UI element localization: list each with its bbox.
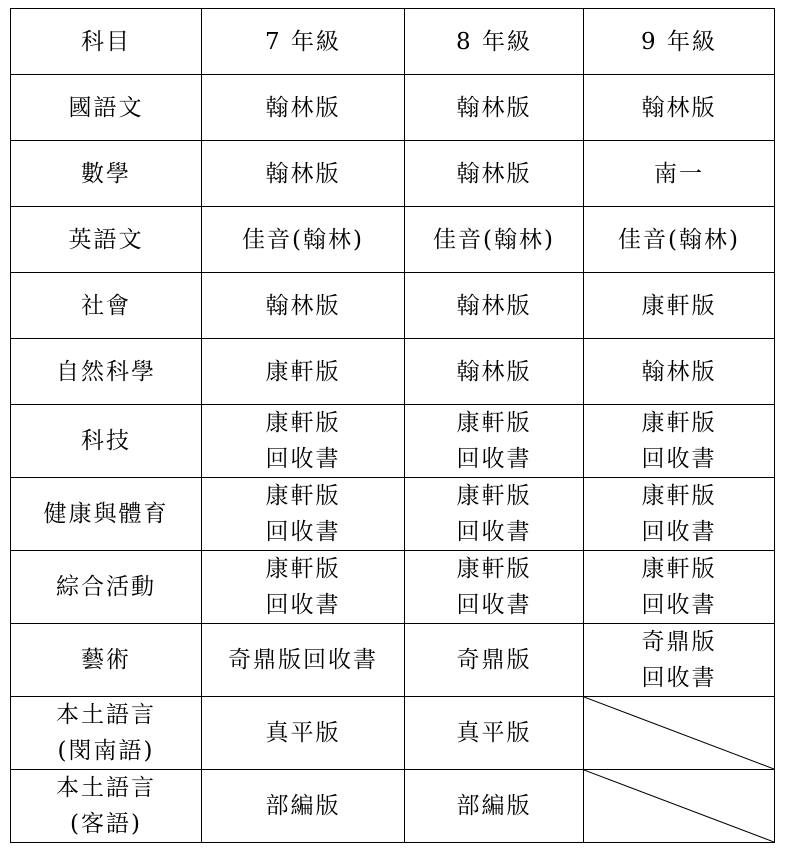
cell-text: 回收書 [456, 446, 532, 472]
grade-8-cell [405, 207, 584, 273]
cell-text: 康軒版 [456, 483, 532, 509]
cell-text: 奇鼎版 [456, 647, 532, 673]
table-row [11, 273, 775, 339]
cell-text: 科技 [81, 428, 131, 454]
grade-8-cell [405, 551, 584, 624]
grade-8-cell [405, 273, 584, 339]
grade-8-cell [405, 697, 584, 770]
cell-text: 本土語言 [56, 702, 156, 728]
header-subject: 科目 [11, 9, 202, 75]
grade-9-cell [584, 339, 775, 405]
grade-9-cell [584, 624, 775, 697]
table-row [11, 551, 775, 624]
cell-text: 回收書 [641, 592, 717, 618]
cell-text: 康軒版 [265, 483, 341, 509]
grade-7-cell [202, 141, 405, 207]
cell-text: 回收書 [641, 665, 717, 691]
cell-text: 翰林版 [641, 94, 717, 121]
grade-9-cell [584, 405, 775, 478]
cell-text: 社會 [81, 292, 131, 319]
cell-text: 翰林版 [456, 358, 532, 385]
cell-text: 康軒版 [456, 410, 532, 436]
cell-text: 康軒版 [641, 292, 717, 319]
empty-diagonal-cell [584, 770, 775, 843]
grade-9-cell [584, 551, 775, 624]
table-row [11, 207, 775, 273]
header-row [11, 9, 775, 75]
grade-7-cell [202, 207, 405, 273]
cell-text: (客語) [70, 811, 142, 837]
header-grade-7: 7 年級 [202, 9, 405, 75]
header-grade-9: 9 年級 [584, 9, 775, 75]
grade-8-cell [405, 141, 584, 207]
cell-text: 本土語言 [56, 775, 156, 801]
textbook-version-table [10, 8, 775, 843]
table-row [11, 141, 775, 207]
grade-8-cell [405, 624, 584, 697]
diagonal-strike [584, 770, 774, 842]
cell-text: 藝術 [81, 647, 131, 673]
cell-text: 翰林版 [641, 358, 717, 385]
cell-text: 國語文 [68, 94, 144, 121]
table-row [11, 697, 775, 770]
cell-text: 康軒版 [641, 410, 717, 436]
grade-8-cell [405, 405, 584, 478]
cell-text: 康軒版 [641, 556, 717, 582]
cell-text: 回收書 [641, 446, 717, 472]
cell-text: 康軒版 [456, 556, 532, 582]
table-row [11, 624, 775, 697]
cell-text: 回收書 [265, 446, 341, 472]
table-row [11, 75, 775, 141]
table-row [11, 770, 775, 843]
cell-text: 回收書 [265, 519, 341, 545]
grade-9-cell [584, 75, 775, 141]
grade-7-cell [202, 339, 405, 405]
subject-cell [11, 207, 202, 273]
cell-text: 佳音(翰林) [618, 226, 740, 253]
cell-text: 佳音(翰林) [242, 226, 364, 253]
cell-text: 康軒版 [265, 358, 341, 385]
subject-cell [11, 141, 202, 207]
cell-text: 翰林版 [456, 94, 532, 121]
table-row [11, 339, 775, 405]
cell-text: 翰林版 [456, 292, 532, 319]
subject-cell [11, 405, 202, 478]
cell-text: 翰林版 [265, 292, 341, 319]
subject-cell [11, 624, 202, 697]
cell-text: 真平版 [265, 720, 341, 746]
grade-7-cell [202, 551, 405, 624]
cell-text: 翰林版 [265, 94, 341, 121]
grade-7-cell [202, 478, 405, 551]
grade-9-cell [584, 273, 775, 339]
subject-cell [11, 770, 202, 843]
cell-text: 南一 [654, 160, 704, 187]
cell-text: 真平版 [456, 720, 532, 746]
subject-cell [11, 339, 202, 405]
cell-text: (閔南語) [57, 738, 155, 764]
grade-8-cell [405, 339, 584, 405]
cell-text: 康軒版 [265, 556, 341, 582]
grade-7-cell [202, 770, 405, 843]
cell-text: 回收書 [641, 519, 717, 545]
cell-text: 佳音(翰林) [433, 226, 555, 253]
table-row [11, 405, 775, 478]
grade-7-cell [202, 697, 405, 770]
cell-text: 英語文 [68, 226, 144, 253]
grade-7-cell [202, 273, 405, 339]
cell-text: 回收書 [456, 519, 532, 545]
grade-8-cell [405, 478, 584, 551]
cell-text: 奇鼎版 [641, 629, 717, 655]
subject-cell [11, 75, 202, 141]
cell-text: 數學 [81, 160, 131, 187]
grade-8-cell [405, 770, 584, 843]
grade-7-cell [202, 405, 405, 478]
cell-text: 部編版 [456, 793, 532, 819]
cell-text: 綜合活動 [56, 574, 156, 600]
subject-cell [11, 273, 202, 339]
grade-7-cell [202, 624, 405, 697]
header-grade-8: 8 年級 [405, 9, 584, 75]
subject-cell [11, 551, 202, 624]
cell-text: 自然科學 [56, 358, 156, 385]
grade-9-cell [584, 478, 775, 551]
grade-8-cell [405, 75, 584, 141]
cell-text: 回收書 [456, 592, 532, 618]
cell-text: 部編版 [265, 793, 341, 819]
cell-text: 奇鼎版回收書 [228, 647, 378, 673]
cell-text: 健康與體育 [43, 501, 169, 527]
empty-diagonal-cell [584, 697, 775, 770]
diagonal-strike [584, 697, 774, 769]
cell-text: 翰林版 [456, 160, 532, 187]
subject-cell [11, 478, 202, 551]
subject-cell [11, 697, 202, 770]
grade-7-cell [202, 75, 405, 141]
cell-text: 康軒版 [265, 410, 341, 436]
cell-text: 康軒版 [641, 483, 717, 509]
cell-text: 翰林版 [265, 160, 341, 187]
cell-text: 回收書 [265, 592, 341, 618]
table-row [11, 478, 775, 551]
grade-9-cell [584, 141, 775, 207]
grade-9-cell [584, 207, 775, 273]
